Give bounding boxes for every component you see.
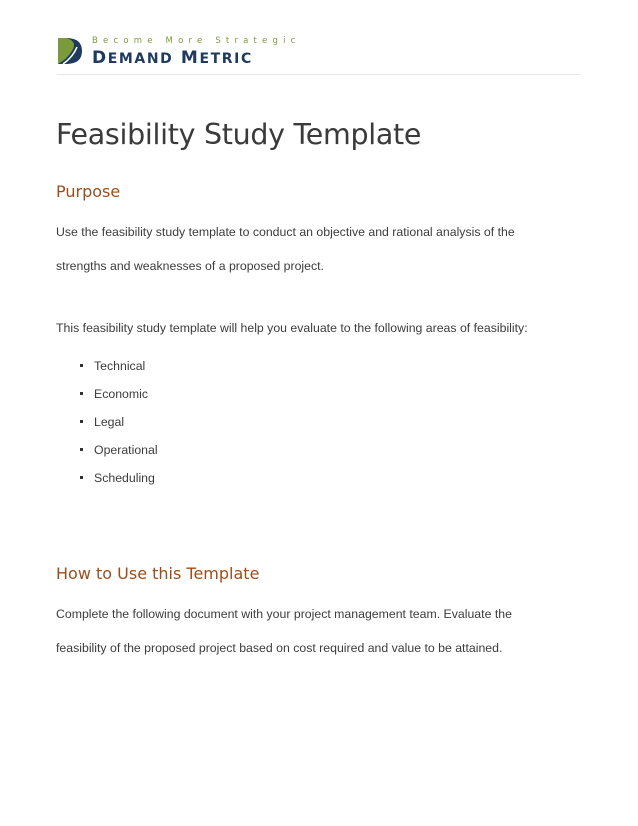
section-heading-purpose: Purpose: [56, 182, 121, 201]
list-item-economic: Economic: [78, 384, 158, 412]
logo-brand-name: DEMAND METRIC: [92, 48, 253, 68]
list-item-scheduling: Scheduling: [78, 468, 158, 496]
list-item-technical: Technical: [78, 356, 158, 384]
demand-metric-logo: [57, 36, 317, 68]
bullet-square-icon: [80, 448, 83, 451]
feasibility-areas-list: [78, 356, 158, 496]
header-divider: [57, 74, 580, 75]
document-title: Feasibility Study Template: [56, 118, 422, 151]
bullet-square-icon: [80, 392, 83, 395]
bullet-square-icon: [80, 476, 83, 479]
feasibility-intro-text: This feasibility study template will help you evaluate to the following areas of feasibility:: [56, 321, 528, 335]
list-item-operational: Operational: [78, 440, 158, 468]
how-to-use-paragraph: Complete the following document with your project management team. Evaluate the feasibility of the proposed project based on cost required and value to be attained.: [56, 607, 512, 655]
bullet-square-icon: [80, 364, 83, 367]
logo-tagline: Become More Strategic: [92, 36, 301, 46]
section-heading-how-to-use: How to Use this Template: [56, 564, 260, 583]
demand-metric-logo-icon: [57, 37, 83, 65]
list-item-legal: Legal: [78, 412, 158, 440]
bullet-square-icon: [80, 420, 83, 423]
purpose-paragraph: Use the feasibility study template to conduct an objective and rational analysis of the strengths and weaknesses of a proposed project.: [56, 225, 515, 273]
